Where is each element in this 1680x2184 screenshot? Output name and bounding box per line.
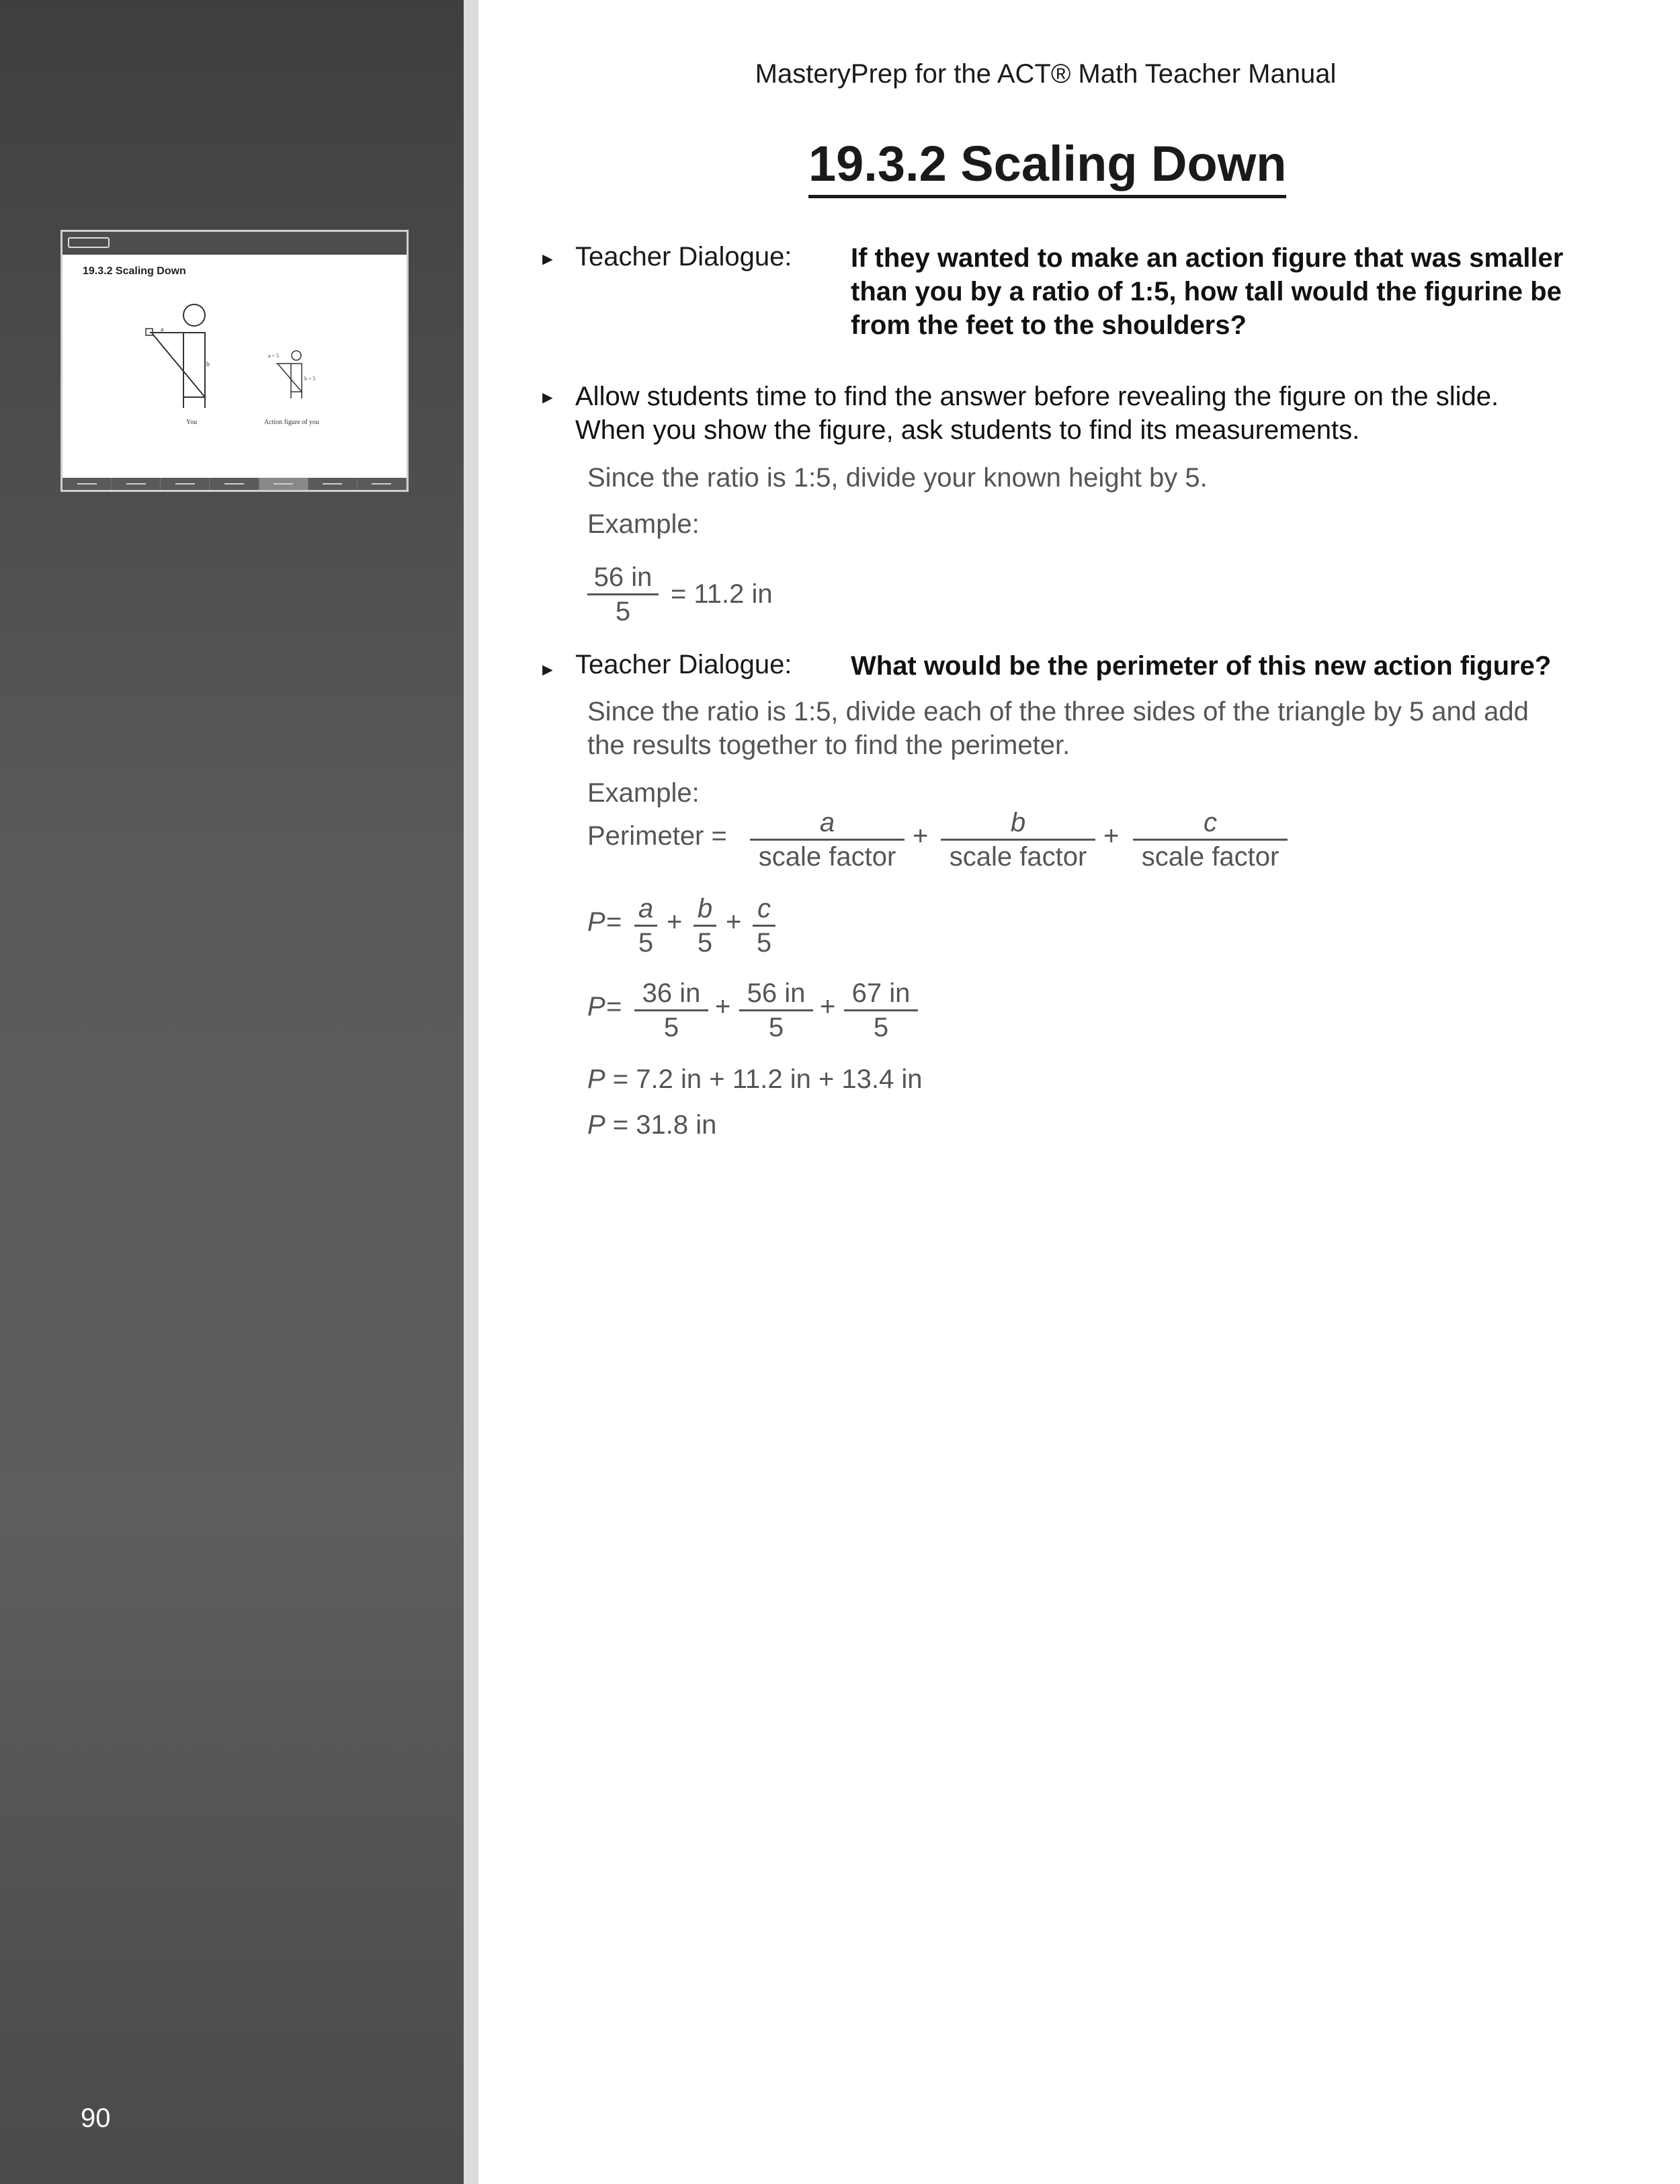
perimeter-result-line: [587, 1110, 716, 1140]
fraction-67-5: [844, 977, 918, 1044]
fraction-56-5: [739, 977, 813, 1044]
fraction-36-5: [634, 977, 708, 1044]
fraction-numerator: 56 in: [587, 561, 659, 595]
p-variable: P: [587, 907, 605, 937]
fraction-denominator: 5: [615, 597, 631, 626]
fraction-denominator: 5: [756, 928, 772, 958]
fraction-c-scale: [1133, 806, 1288, 873]
fraction-denominator: 5: [638, 928, 654, 958]
fraction-denominator: 5: [697, 928, 713, 958]
fraction-denominator: scale factor: [758, 842, 896, 872]
perimeter-label: Perimeter =: [587, 821, 727, 851]
instruction-text: Allow students time to find the answer before revealing the figure on the slide. When you show the figure, ask students to find its measurements.: [575, 382, 1499, 445]
teacher-dialogue-label: Teacher Dialogue:: [575, 650, 792, 679]
fraction-c-5: [753, 892, 775, 959]
fraction-b-scale: [941, 806, 1095, 873]
fraction-numerator: 67 in: [844, 977, 918, 1011]
fraction-numerator: a: [750, 806, 905, 841]
slide-title: 19.3.2 Scaling Down: [83, 265, 186, 277]
teacher-dialogue-label: Teacher Dialogue:: [575, 242, 792, 271]
teacher-dialogue-question: If they wanted to make an action figure that was smaller than you by a ratio of 1:5, how tall would the figurine be from the feet to the shoulders?: [851, 243, 1564, 340]
caption-you: You: [186, 419, 198, 426]
label-a: a: [161, 326, 164, 333]
fraction-denominator: scale factor: [1141, 842, 1279, 872]
stick-figures-diagram: [62, 232, 407, 490]
perimeter-sum: = 7.2 in + 11.2 in + 13.4 in: [605, 1064, 923, 1094]
fraction-numerator: 36 in: [634, 977, 708, 1011]
equals-sign: =: [606, 907, 622, 937]
fraction-numerator: b: [694, 892, 716, 927]
caption-action-figure: Action figure of you: [264, 419, 319, 426]
fraction-a-5: [634, 892, 657, 959]
fraction-denominator: 5: [873, 1013, 889, 1042]
fraction-numerator: a: [634, 892, 657, 927]
label-a-small: a ÷ 5: [268, 353, 279, 359]
fraction-denominator: 5: [663, 1013, 679, 1042]
bullet-icon: ►: [539, 249, 556, 269]
fraction-numerator: c: [1133, 806, 1288, 841]
label-b-small: b ÷ 5: [304, 376, 316, 382]
perimeter-result: = 31.8 in: [605, 1110, 717, 1140]
fraction-denominator: scale factor: [949, 842, 1087, 872]
page-number: 90: [81, 2103, 111, 2133]
plus-sign: +: [667, 907, 683, 937]
p-variable: P: [587, 1064, 605, 1094]
plus-sign: +: [913, 821, 929, 851]
bullet-icon: ►: [539, 659, 556, 679]
fraction-numerator: b: [941, 806, 1095, 841]
slide-nav-bar: [62, 478, 407, 490]
perimeter-sum-line: [587, 1064, 923, 1095]
ratio-note: Since the ratio is 1:5, divide your known height by 5.: [587, 463, 1208, 493]
label-b: b: [206, 361, 210, 368]
perimeter-note: Since the ratio is 1:5, divide each of the three sides of the triangle by 5 and add the results together to find the perimeter.: [587, 697, 1529, 760]
fraction-numerator: 56 in: [739, 977, 813, 1011]
fraction-denominator: 5: [768, 1013, 784, 1042]
height-result: = 11.2 in: [671, 579, 773, 609]
bullet-icon: ►: [539, 387, 556, 407]
sidebar-divider: [464, 0, 478, 2184]
example-label: Example:: [587, 778, 700, 808]
plus-sign: +: [715, 992, 731, 1021]
p-variable: P: [587, 992, 605, 1021]
fraction-b-5: [694, 892, 716, 959]
example-label: Example:: [587, 509, 700, 539]
fraction-a-scale: [750, 806, 905, 873]
teacher-dialogue-question: What would be the perimeter of this new action figure?: [851, 651, 1552, 681]
equals-sign: =: [606, 992, 622, 1021]
plus-sign: +: [1103, 821, 1120, 851]
plus-sign: +: [820, 992, 836, 1021]
height-fraction: [587, 561, 659, 628]
p-variable: P: [587, 1110, 605, 1140]
slide-thumbnail: [60, 230, 409, 492]
fraction-numerator: c: [753, 892, 775, 927]
page-title: 19.3.2 Scaling Down: [808, 136, 1286, 198]
plus-sign: +: [726, 907, 742, 937]
page-header: MasteryPrep for the ACT® Math Teacher Manual: [755, 59, 1337, 89]
